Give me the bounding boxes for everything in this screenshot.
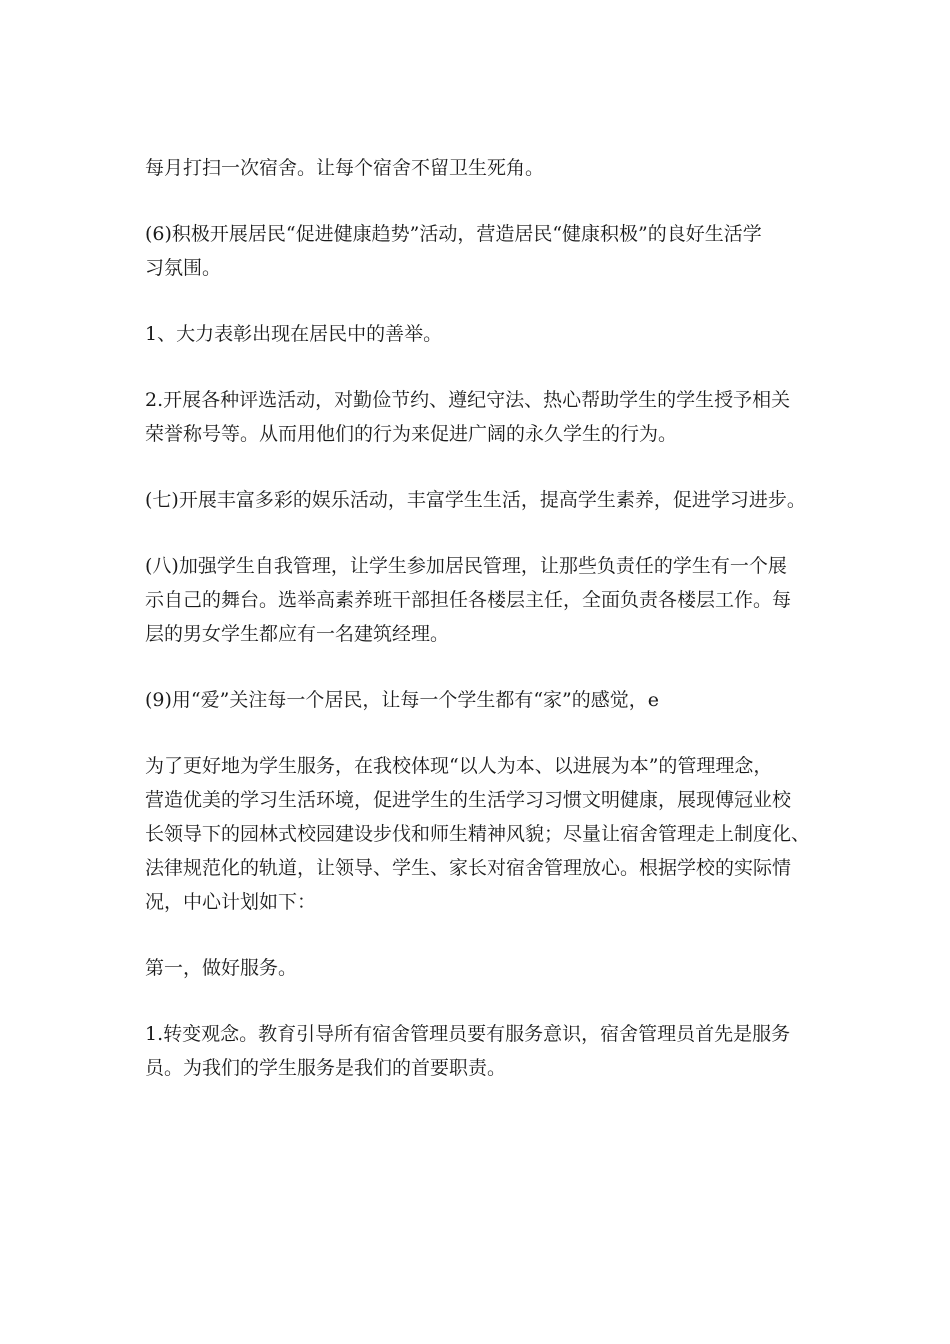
paragraph-entertainment [145,483,807,517]
text-line: 长领导下的园林式校园建设步伐和师生精神风貌；尽量让宿舍管理走上制度化、 [145,823,811,845]
text-line: (6)积极开展居民“促进健康趋势”活动，营造居民“健康积极”的良好生活学 [145,223,762,245]
text-line: 习氛围。 [145,257,222,279]
text-line: 荣誉称号等。从而用他们的行为来促进广阔的永久学生的行为。 [145,423,678,445]
text-line: 1、大力表彰出现在居民中的善举。 [145,323,443,345]
paragraph-service-intro [145,749,811,919]
text-line: 员。为我们的学生服务是我们的首要职责。 [145,1057,507,1079]
paragraph-change-concept [145,1017,807,1085]
text-line: (八)加强学生自我管理，让学生参加居民管理，让那些负责任的学生有一个展 [145,555,787,577]
text-line: 示自己的舞台。选举高素养班干部担任各楼层主任，全面负责各楼层工作。每 [145,589,792,611]
text-line: 为了更好地为学生服务，在我校体现“以人为本、以进展为本”的管理理念， [145,755,773,777]
text-line: 营造优美的学习生活环境，促进学生的生活学习习惯文明健康，展现傅冠业校 [145,789,792,811]
section-heading-first [145,951,807,985]
paragraph-commend-good-deeds [145,317,807,351]
text-line: 每月打扫一次宿舍。让每个宿舍不留卫生死角。 [145,157,545,179]
document-body [145,151,811,1117]
paragraph-self-management [145,549,807,651]
paragraph-selection-activities [145,383,807,451]
text-line: 第一，做好服务。 [145,957,298,979]
text-line: 2.开展各种评选活动，对勤俭节约、遵纪守法、热心帮助学生的学生授予相关 [145,389,791,411]
text-line: (9)用“爱”关注每一个居民，让每一个学生都有“家”的感觉，e [145,689,660,711]
paragraph-health-activity [145,217,807,285]
text-line: 况，中心计划如下： [145,891,317,913]
paragraph-dorm-cleaning [145,151,807,185]
text-line: (七)开展丰富多彩的娱乐活动，丰富学生生活，提高学生素养，促进学习进步。 [145,489,806,511]
text-line: 1.转变观念。教育引导所有宿舍管理员要有服务意识，宿舍管理员首先是服务 [145,1023,791,1045]
paragraph-care-with-love [145,683,807,717]
text-line: 法律规范化的轨道，让领导、学生、家长对宿舍管理放心。根据学校的实际情 [145,857,792,879]
text-line: 层的男女学生都应有一名建筑经理。 [145,623,450,645]
